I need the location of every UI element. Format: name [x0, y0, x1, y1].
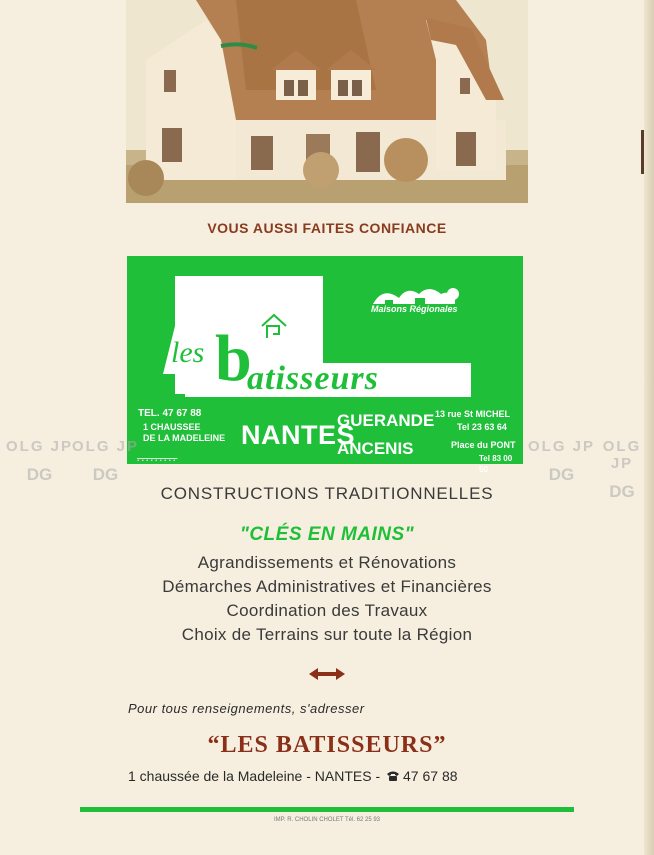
service-item: Démarches Administratives et Financières: [162, 577, 492, 596]
telephone-icon: [386, 771, 400, 781]
nantes-city: NANTES: [241, 420, 356, 450]
headline: VOUS AUSSI FAITES CONFIANCE: [207, 220, 447, 236]
service-item: Coordination des Travaux: [226, 601, 428, 620]
struck-out-text: .........: [137, 453, 178, 463]
address-phone: 47 67 88: [403, 768, 458, 784]
constructions-heading: CONSTRUCTIONS TRADITIONNELLES: [160, 484, 494, 503]
page-edge: [644, 0, 654, 855]
footer-address: [128, 768, 458, 784]
green-rule: [80, 807, 574, 812]
watermark: OLG JP DG: [72, 438, 140, 484]
house-photo: [126, 0, 528, 203]
logo-b: b: [215, 322, 252, 395]
double-arrow-ornament: [309, 668, 345, 680]
nantes-address-line1: 1 CHAUSSEE: [143, 422, 201, 432]
guerande-tel: Tel 23 63 64: [457, 422, 507, 432]
logo-les: les: [171, 336, 205, 369]
watermark: OLG JP DG: [528, 438, 596, 484]
house-outline-icon: [259, 312, 289, 340]
maisons-regionales-text: Maisons Régionales: [371, 304, 458, 314]
service-item: Agrandissements et Rénovations: [197, 553, 457, 572]
les-batisseurs-title: “LES BATISSEURS”: [207, 732, 447, 758]
renseignements-line: Pour tous renseignements, s'adresser: [128, 701, 365, 716]
ancenis-place: Place du PONT: [451, 440, 516, 450]
ancenis-city: ANCENIS: [337, 439, 414, 458]
nantes-address-line2: DE LA MADELEINE: [143, 433, 226, 443]
batisseurs-advert: [127, 256, 523, 474]
nantes-tel: TEL. 47 67 88: [138, 408, 202, 419]
address-text: 1 chaussée de la Madeleine - NANTES -: [128, 768, 385, 784]
watermark: OLG JP DG: [602, 438, 642, 501]
edge-mark: [641, 130, 644, 174]
watermark: OLG JP DG: [6, 438, 74, 484]
guerande-street: 13 rue St MICHEL: [435, 409, 511, 419]
logo-atisseurs: atisseurs: [247, 360, 379, 397]
ancenis-tel: Tel 83 00 50: [479, 454, 513, 474]
printer-credit: IMP. R. CHOLIN CHOLET Tél. 62 25 93: [273, 817, 381, 823]
service-item: Choix de Terrains sur toute la Région: [181, 625, 473, 644]
guerande-city: GUERANDE: [337, 411, 435, 430]
cles-en-mains: "CLÉS EN MAINS": [239, 524, 415, 545]
maisons-regionales-logo: [365, 282, 471, 320]
